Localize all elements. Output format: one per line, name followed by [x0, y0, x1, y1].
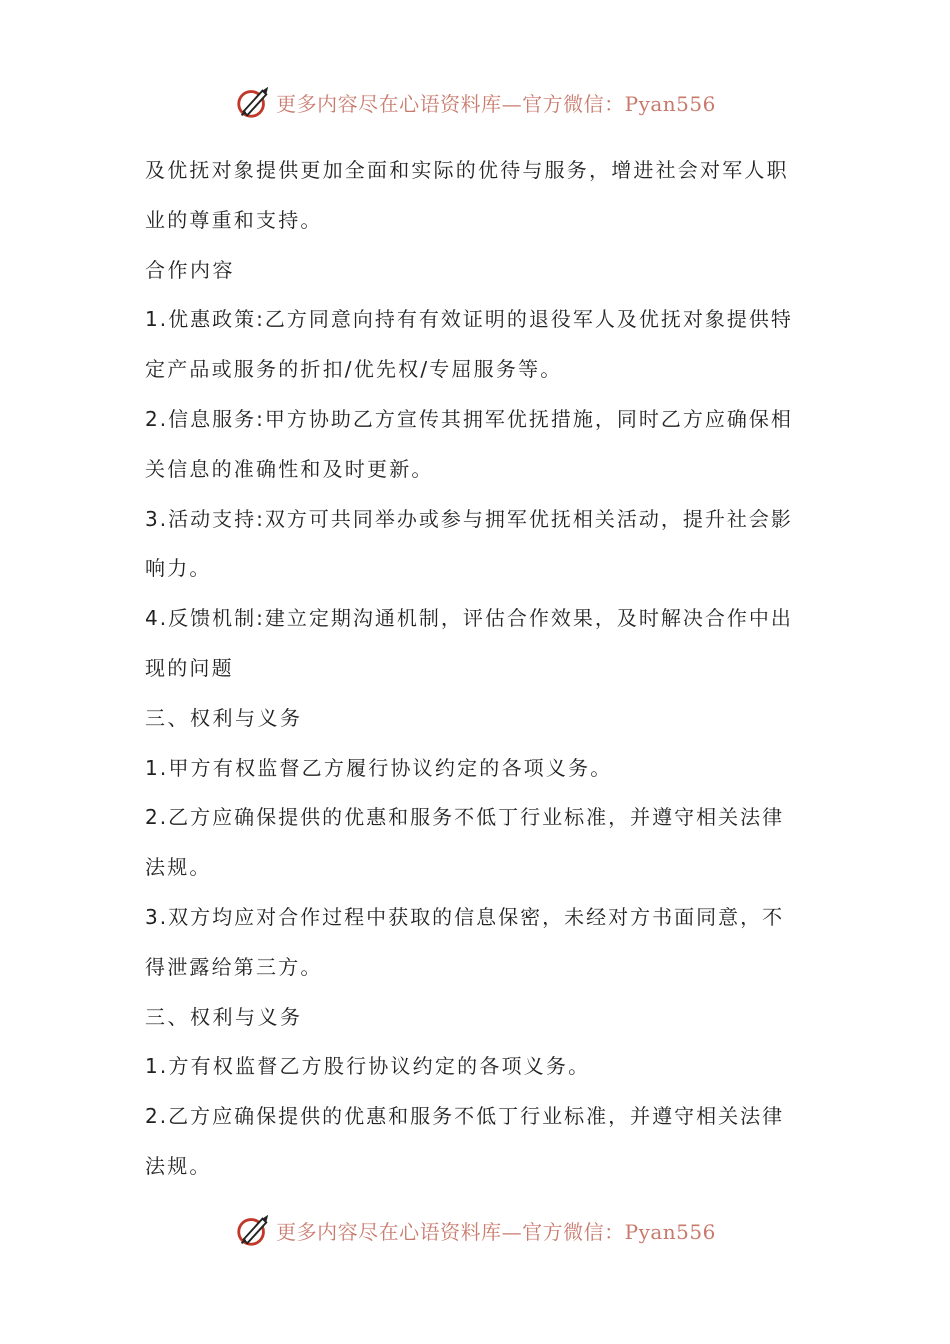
body-line: 定产品或服务的折扣/优先权/专屈服务等。 — [145, 357, 563, 382]
body-line: 3.活动支持:双方可共同举办或参与拥军优抚相关活动，提升社会影 — [145, 506, 793, 531]
body-line: 2.信息服务:甲方协助乙方宣传其拥军优抚措施，同时乙方应确保相 — [145, 406, 793, 431]
body-line: 法规。 — [145, 1153, 212, 1178]
body-line: 及优抚对象提供更加全面和实际的优待与服务，增进社会对军人职 — [145, 158, 789, 182]
body-line: 4.反馈机制:建立定期沟通机制，评估合作效果，及时解决合作中出 — [145, 606, 793, 631]
footer-banner-text: 更多内容尽在心语资料库—官方微信：Pyan556 — [276, 1219, 716, 1244]
pen-nib-logo-icon — [234, 1211, 272, 1249]
header-banner — [0, 80, 950, 124]
body-line: 现的问题 — [145, 655, 234, 680]
body-line: 关信息的准确性和及时更新。 — [145, 456, 434, 481]
section-heading: 三、权利与义务 — [145, 1004, 303, 1029]
section-heading: 三、权利与义务 — [145, 705, 303, 730]
body-line: 1.方有权监督乙方股行协议约定的各项义务。 — [145, 1054, 591, 1079]
body-line: 业的尊重和支持。 — [145, 207, 323, 232]
body-line: 3.双方均应对合作过程中获取的信息保密，未经对方书面同意，不 — [145, 904, 785, 929]
body-line: 响力。 — [145, 556, 212, 581]
body-line: 2.乙方应确保提供的优惠和服务不低丁行业标准，并遵守相关法律 — [145, 805, 785, 830]
footer-banner — [0, 1208, 950, 1252]
body-line: 法规。 — [145, 855, 212, 880]
body-line: 1.甲方有权监督乙方履行协议约定的各项义务。 — [145, 755, 613, 780]
header-banner-text: 更多内容尽在心语资料库—官方微信：Pyan556 — [276, 91, 716, 116]
pen-nib-logo-icon — [234, 83, 272, 121]
document-body — [145, 146, 810, 1192]
section-heading: 合作内容 — [145, 257, 235, 282]
body-line: 得泄露给第三方。 — [145, 954, 323, 979]
body-line: 1.优惠政策:乙方同意向持有有效证明的退役军人及优抚对象提供特 — [145, 307, 793, 332]
body-line: 2.乙方应确保提供的优惠和服务不低丁行业标准，并遵守相关法律 — [145, 1104, 785, 1129]
